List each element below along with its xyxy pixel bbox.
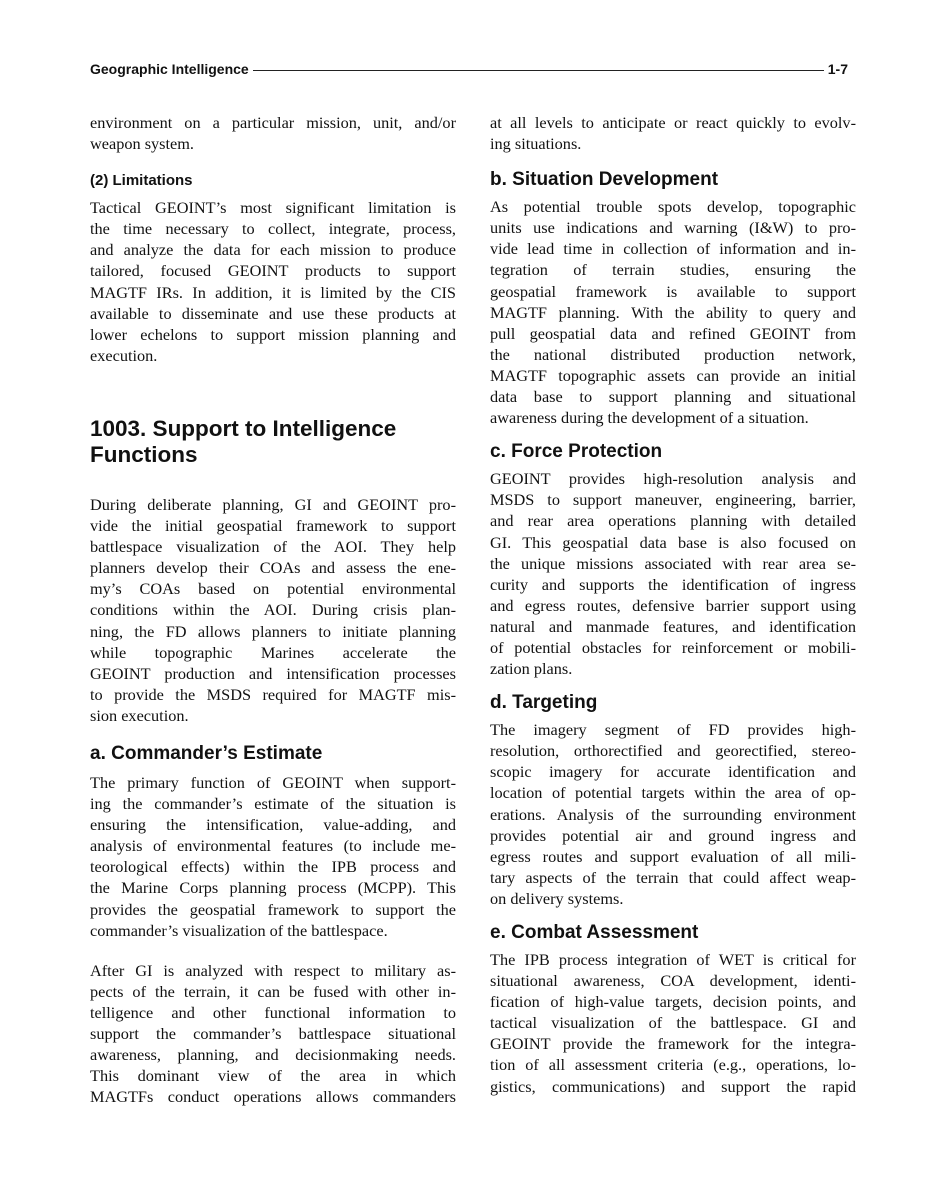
- text-line: vide lead time in collection of information and in-: [490, 239, 856, 259]
- force-protection-heading: c. Force Protection: [490, 441, 663, 463]
- text-line: ing the commander’s estimate of the situation is: [90, 794, 456, 814]
- text-line: lower echelons to support mission planning and: [90, 324, 456, 344]
- text-line: environment on a particular mission, unit, and/or: [90, 113, 456, 132]
- running-header: [90, 58, 848, 80]
- text-line: my’s COAs based on potential environmental: [90, 579, 456, 599]
- text-line: fication of high-value targets, decision points, and: [490, 992, 856, 1012]
- continuation-paragraph: [90, 112, 456, 154]
- text-line: resolution, orthorectified and georectified, stereo-: [490, 741, 856, 761]
- text-line: units use indications and warning (I&W) to pro-: [490, 218, 856, 238]
- text-line: on delivery systems.: [490, 888, 624, 908]
- text-line: the time necessary to collect, integrate, process,: [90, 219, 456, 239]
- text-line: and analyze the data for each mission to produce: [90, 240, 456, 260]
- page-number: 1-7: [827, 61, 848, 77]
- text-line: scopic imagery for accurate identification and: [490, 762, 856, 782]
- text-line: tactical visualization of the battlespace. GI and: [490, 1013, 856, 1033]
- targeting-heading: d. Targeting: [490, 692, 598, 714]
- text-line: MAGTFs conduct operations allows commanders: [90, 1087, 456, 1107]
- text-line: planners develop their COAs and assess the ene-: [90, 558, 456, 578]
- text-line: tary aspects of the terrain that could affect weap-: [490, 867, 856, 887]
- text-line: ensuring the intensification, value-adding, and: [90, 815, 456, 835]
- header-rule: [253, 70, 824, 71]
- text-line: awareness, planning, and decisionmaking needs.: [90, 1045, 456, 1065]
- combat-assessment-paragraph: [490, 949, 856, 1097]
- situation-development-heading: b. Situation Development: [490, 169, 719, 191]
- header-title: Geographic Intelligence: [90, 61, 249, 77]
- text-line: telligence and other functional information to: [90, 1002, 456, 1022]
- text-line: and egress routes, defensive barrier support using: [490, 595, 856, 615]
- commanders-estimate-heading: a. Commander’s Estimate: [90, 742, 323, 764]
- text-line: erations. Analysis of the surrounding environment: [490, 804, 856, 824]
- text-line: of potential obstacles for reinforcement or mobili-: [490, 637, 856, 657]
- text-line: tion of all assessment criteria (e.g., operations, lo-: [490, 1055, 856, 1075]
- text-line: teorological effects) within the IPB process and: [90, 857, 456, 877]
- text-line: awareness during the development of a situation.: [490, 408, 809, 428]
- text-line: at all levels to anticipate or react quickly to evolv-: [490, 113, 856, 132]
- text-line: GEOINT production and intensification processes: [90, 663, 456, 683]
- limitations-heading: (2) Limitations: [90, 172, 193, 190]
- text-line: This dominant view of the area in which: [90, 1066, 456, 1086]
- text-line: GI. This geospatial data base is also focused on: [490, 532, 856, 552]
- text-line: geospatial framework is available to support: [490, 281, 856, 301]
- targeting-paragraph: [490, 719, 856, 909]
- text-line: commander’s visualization of the battlespace.: [90, 920, 388, 940]
- text-line: situational awareness, COA development, identi-: [490, 971, 856, 991]
- text-line: provides the geospatial framework to support the: [90, 899, 456, 919]
- text-line: conditions within the AOI. During crisis plan-: [90, 600, 456, 620]
- text-line: gistics, communications) and support the rapid: [490, 1076, 856, 1096]
- text-line: The IPB process integration of WET is critical for: [490, 950, 856, 969]
- text-line: natural and manmade features, and identification: [490, 616, 856, 636]
- text-line: available to disseminate and use these products at: [90, 303, 456, 323]
- text-line: MAGTF topographic assets can provide an initial: [490, 365, 856, 385]
- text-line: The primary function of GEOINT when support-: [90, 772, 456, 792]
- text-line: support the commander’s battlespace situational: [90, 1024, 456, 1043]
- text-line: tailored, focused GEOINT products to support: [90, 261, 456, 281]
- situation-development-paragraph: [490, 196, 856, 428]
- text-line: the national distributed production network,: [490, 344, 856, 364]
- text-line: location of potential targets within the area of op-: [490, 783, 856, 803]
- text-line: After GI is analyzed with respect to military as-: [90, 960, 456, 980]
- combat-assessment-heading: e. Combat Assessment: [490, 922, 699, 943]
- text-line: curity and supports the identification of ingress: [490, 574, 856, 594]
- section-1003-heading: [90, 416, 456, 468]
- text-line: the Marine Corps planning process (MCPP). This: [90, 878, 456, 898]
- text-line: battlespace visualization of the AOI. They help: [90, 537, 456, 557]
- continuation-paragraph: [490, 112, 856, 154]
- text-line: The imagery segment of FD provides high-: [490, 720, 856, 740]
- text-line: MSDS to support maneuver, engineering, barrier,: [490, 490, 856, 510]
- text-line: MAGTF IRs. In addition, it is limited by the CIS: [90, 282, 456, 302]
- commanders-estimate-paragraph-2: [90, 960, 456, 1108]
- text-line: to provide the MSDS required for MAGTF mis-: [90, 684, 456, 704]
- text-line: vide the initial geospatial framework to support: [90, 516, 456, 536]
- text-line: weapon system.: [90, 134, 194, 154]
- section-heading-line2: Functions: [90, 441, 198, 467]
- force-protection-paragraph: [490, 468, 856, 679]
- text-line: As potential trouble spots develop, topographic: [490, 197, 856, 217]
- text-line: egress routes and support evaluation of all mili-: [490, 846, 856, 866]
- text-line: analysis of environmental features (to include me-: [90, 836, 456, 856]
- right-column: [490, 112, 856, 1097]
- text-line: tegration of terrain studies, ensuring the: [490, 260, 856, 280]
- text-line: ning, the FD allows planners to initiate planning: [90, 621, 456, 641]
- section-1003-paragraph: [90, 494, 456, 726]
- text-line: GEOINT provide the framework for the integra-: [490, 1034, 856, 1054]
- text-line: provides potential air and ground ingress and: [490, 825, 856, 845]
- text-line: execution.: [90, 345, 158, 365]
- commanders-estimate-paragraph-1: [90, 772, 456, 941]
- text-line: sion execution.: [90, 705, 189, 725]
- text-line: Tactical GEOINT’s most significant limitation is: [90, 198, 456, 218]
- text-line: pull geospatial data and refined GEOINT from: [490, 323, 856, 343]
- text-line: GEOINT provides high-resolution analysis and: [490, 469, 856, 489]
- text-line: ing situations.: [490, 134, 582, 154]
- text-line: data base to support planning and situational: [490, 387, 856, 407]
- text-line: while topographic Marines accelerate the: [90, 642, 456, 662]
- left-column: [90, 112, 456, 1107]
- text-line: zation plans.: [490, 659, 573, 679]
- section-heading-line1: 1003. Support to Intelligence: [90, 415, 397, 441]
- text-line: the unique missions associated with rear area se-: [490, 553, 856, 573]
- text-line: and rear area operations planning with detailed: [490, 511, 856, 531]
- text-line: MAGTF planning. With the ability to query and: [490, 302, 856, 322]
- text-line: pects of the terrain, it can be fused with other in-: [90, 981, 456, 1001]
- text-line: During deliberate planning, GI and GEOINT pro-: [90, 494, 456, 514]
- limitations-paragraph: [90, 197, 456, 366]
